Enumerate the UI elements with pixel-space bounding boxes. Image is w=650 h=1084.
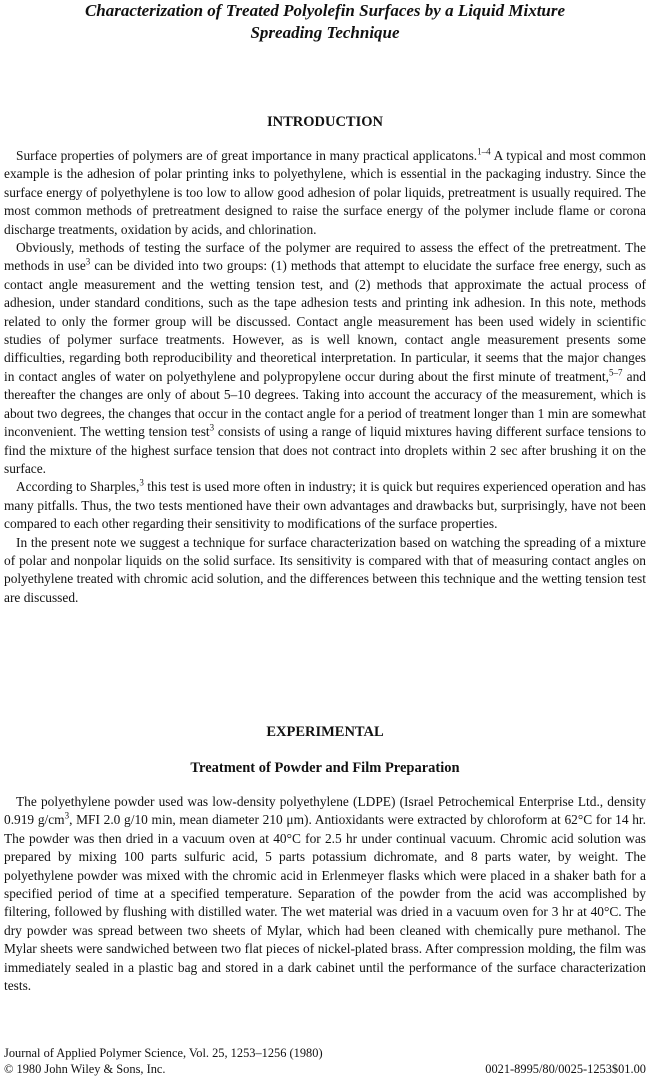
experimental-subheading: Treatment of Powder and Film Preparation [190,760,460,776]
intro-paragraph-4: In the present note we suggest a technique for surface characterization based on watching the spreading of a mixture of polar and nonpolar liquids on the solid surface. Its sensitivity is compared with that of measuring contact angles on polyethylene treated with chromic acid solution, and the differences between this technique and the wetting tension test are discussed. [4,534,646,605]
journal-footer [4,1045,646,1077]
footer-row [4,1061,646,1077]
citation: 1–4 [477,146,491,157]
paper-title-line-1: Characterization of Treated Polyolefin Surfaces by a Liquid Mixture [84,1,566,20]
paper-title [0,0,650,44]
paper-title-line-2: Spreading Technique [250,23,400,42]
copyright-notice: © 1980 John Wiley & Sons, Inc. [4,1062,166,1076]
citation: 3 [139,477,144,488]
experimental-body [4,793,646,995]
article-code: 0021-8995/80/0025-1253$01.00 [485,1062,646,1076]
intro-paragraph-3: According to Sharples,$^3$ this test is used more often in industry; it is quick but requires experienced operation and has many pitfalls. Thus, the two tests mentioned have their own advantages and drawbacks but, surprisingly, have not been compared to each other regarding their sensitivity to modifications of the surface properties. [4,477,646,532]
intro-paragraph-1: Surface properties of polymers are of great importance in many practical applicatons.$^{1-4}$ A typical and most common example is the adhesion of polar printing inks to polyethylene, which is essential in the packaging industry. Since the surface energy of polyethylene is too low to allow good adhesion of polar liquids, pretreatment is usually required. The most common methods of pretreatment designed to raise the surface energy of the polymer include flame or corona discharge treatments, oxidation by acids, and chlorination. [4,146,647,237]
introduction-heading: INTRODUCTION [266,114,383,130]
experimental-paragraph-1: The polyethylene powder used was low-density polyethylene (LDPE) (Israel Petrochemical Enterprise Ltd., density 0.919 $g/cm^3$, MFI 2.0 g/10 min, mean diameter 210 μm). Antioxidants were extracted by chloroform at 62°C for 14 hr. The powder was then dried in a vacuum oven at 40°C for 2.5 hr under continual vacuum. Chromic acid solution was prepared by mixing 100 parts sulfuric acid, 5 parts potassium dichromate, and 8 parts water, by weight. The polyethylene powder was mixed with the chromic acid in Erlenmeyer flasks which were placed in a shaker bath for a specified period of time at a specified temperature. Separation of the powder from the acid was accomplished by filtering, followed by flushing with distilled water. The wet material was dried in a vacuum oven for 3 hr at 40°C. The dry powder was spread between two sheets of Mylar, which had been cleaned with chemically pure methanol. The Mylar sheets were sandwiched between two flat pieces of nickel-plated brass. After compression molding, the film was immediately sealed in a plastic bag and stored in a dark cabinet until the performance of the surface characterization tests. [4,794,646,994]
intro-paragraph-2: Obviously, methods of testing the surface of the polymer are required to assess the effect of the pretreatment. The methods in use$^3$ can be divided into two groups: (1) methods that attempt to elucidate the surface free energy, such as contact angle measurement and the wetting tension test, and (2) methods that approximate the actual process of adhesion, under standard conditions, such as the tape adhesion tests and printing ink adhesion. In this note, methods related to only the former group will be discussed. Contact angle measurement has been used widely in scientific studies of polymer surface treatments. However, as is well known, contact angle measurement presents some difficulties, regarding both reproducibility and theoretical interpretation. In particular, it seems that the major changes in contact angles of water on polyethylene and polypropylene occur during about the first minute of treatment,$^{5-7}$ and thereafter the changes are only of about 5–10 degrees. Taking into account the accuracy of the measurement, which is about two degrees, the changes that occur in the contact angle for a period of treatment longer than 1 min are somewhat inconvenient. The wetting tension test$^3$ consists of using a range of liquid mixtures having different surface tensions to find the mixture of the highest surface tension that does not contract into droplets within 2 sec after brushing it on the surface. [4,240,647,476]
superscript: 3 [64,810,70,821]
citation: 3 [209,422,215,433]
experimental-heading: EXPERIMENTAL [266,724,384,740]
introduction-body [4,147,646,607]
journal-citation: Journal of Applied Polymer Science, Vol. 25, 1253–1256 (1980) [4,1046,323,1060]
citation: 5–7 [608,367,623,378]
citation: 3 [85,256,91,267]
